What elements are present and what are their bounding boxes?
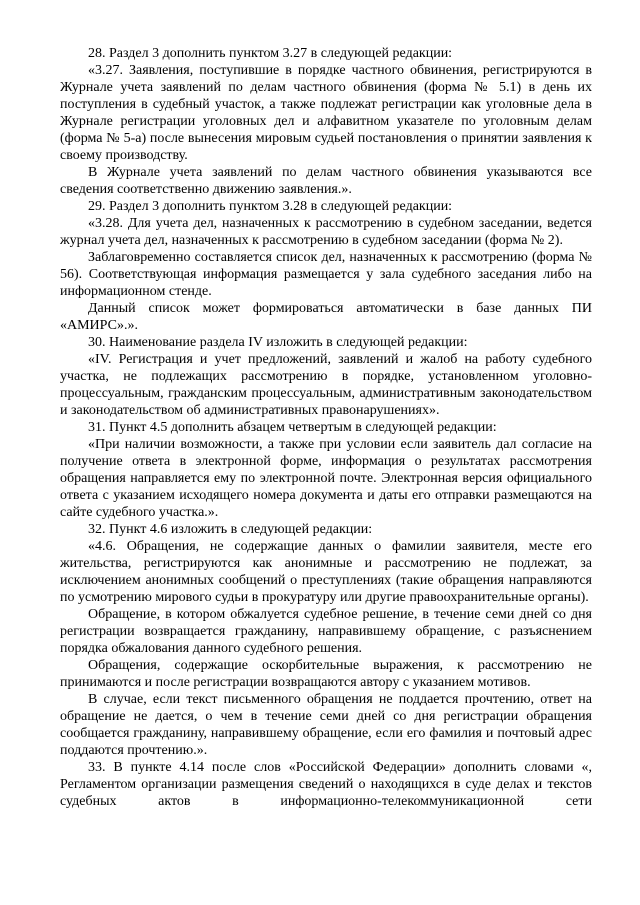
paragraph-4-6: «4.6. Обращения, не содержащие данных о фамилии заявителя, месте его жительства, регистрируются как анонимные и рассмотрению не подлежат, за исключением анонимных сообщений о преступлениях (такие обращения направляются по усмотрению мирового судьи в прокуратуру или другие правоохранительные органы). [60, 539, 592, 605]
paragraph-28: 28. Раздел 3 дополнить пунктом 3.27 в следующей редакции: [88, 46, 453, 61]
paragraph-3-28: «3.28. Для учета дел, назначенных к рассмотрению в судебном заседании, ведется журнал учета дел, назначенных к рассмотрению в судебном заседании (форма № 2). [60, 216, 592, 248]
paragraph-section-iv: «IV. Регистрация и учет предложений, заявлений и жалоб на работу судебного участка, не подлежащих рассмотрению в порядке, установленном уголовно-процессуальным, гражданским процессуальным, административным законодательством и законодательством об административных правонарушениях». [60, 352, 592, 418]
paragraph-31: 31. Пункт 4.5 дополнить абзацем четвертым в следующей редакции: [88, 420, 497, 435]
paragraph-electronic-answer: «При наличии возможности, а также при условии если заявитель дал согласие на получение ответа в электронной форме, информация о результатах рассмотрения обращения направляется ему по электронной почте. Электронная версия официального ответа с указанием исходящего номера документа и даты его отправки размещаются на сайте судебного участка.». [60, 437, 592, 520]
paragraph-amirs: Данный список может формироваться автоматически в базе данных ПИ «АМИРС».». [60, 301, 592, 333]
paragraph-journal-private: В Журнале учета заявлений по делам частного обвинения указываются все сведения соответственно движению заявления.». [60, 165, 592, 197]
paragraph-court-decision: Обращение, в котором обжалуется судебное решение, в течение семи дней со дня регистрации возвращается гражданину, направившему обращение, с разъяснением порядка обжалования данного судебного решения. [60, 607, 592, 656]
paragraph-32: 32. Пункт 4.6 изложить в следующей редакции: [88, 522, 373, 537]
paragraph-offensive: Обращения, содержащие оскорбительные выражения, к рассмотрению не принимаются и после регистрации возвращаются автору с указанием мотивов. [60, 658, 592, 690]
paragraph-unreadable: В случае, если текст письменного обращения не поддается прочтению, ответ на обращение не дается, о чем в течение семи дней со дня регистрации обращения сообщается гражданину, направившему обращение, если его фамилия и почтовый адрес поддаются прочтению.». [60, 692, 592, 758]
paragraph-29: 29. Раздел 3 дополнить пунктом 3.28 в следующей редакции: [88, 199, 453, 214]
paragraph-30: 30. Наименование раздела IV изложить в следующей редакции: [88, 335, 468, 350]
paragraph-3-27: «3.27. Заявления, поступившие в порядке частного обвинения, регистрируются в Журнале учета заявлений по делам частного обвинения (форма № 5.1) в день их поступления в судебный участок, а также подлежат регистрации как уголовные дела в Журнале регистрации уголовных дел и алфавитном указателе по уголовным делам (форма № 5-а) после вынесения мировым судьей постановления о принятии заявления к своему производству. [60, 63, 592, 163]
paragraph-33: 33. В пункте 4.14 после слов «Российской Федерации» дополнить словами «, Регламентом организации размещения сведений о находящихся в суде делах и текстов судебных актов в информационно-телекоммуникационной сети [60, 760, 592, 809]
paragraph-list-of-cases: Заблаговременно составляется список дел, назначенных к рассмотрению (форма № 56). Соответствующая информация размещается у зала судебного заседания либо на информационном стенде. [60, 250, 592, 299]
